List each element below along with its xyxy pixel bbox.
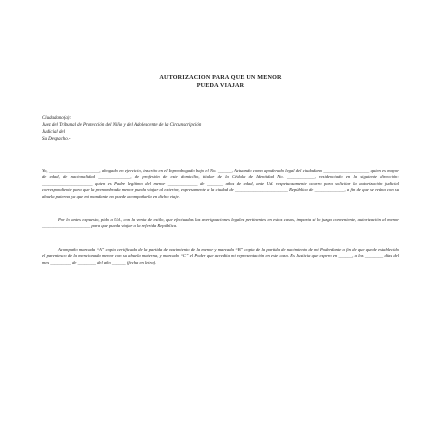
- request-paragraph: Yo, ______________________, abogado en ejercicio, inscrito en el Inpreabogado bajo el No. ______, Actuando como apoderado legal del ciudadano ____________________ quien es mayor de edad, de nacionalidad ______________, de profesión de este domicilio, titular de la Cédula de Identidad No. ____________, residenciado en la siguiente dirección: ______________________ quien es Padre legítimo del menor _____________ de _______ años de edad, ante Ud. respetuosamente ocurro para solicitar la autorización judicial correspondiente para que la prenombrada menor pueda viajar al exterior, expresamente a la ciudad de _______________________ República de _____________, a fin de que se reúna con su abuela paterna ya que mi mandante no puede acompañarla en dicho viaje.: [42, 167, 399, 199]
- addressee-line-3: Su Despacho.-: [42, 136, 71, 142]
- annexes-paragraph: Acompaño marcada “A” copia certificada de la partida de nacimiento de la menor y marcada “B” copia de la partida de nacimiento de mi Poderdante a fin de que quede establecido el parentesco de la mencionada menor con su abuela materna, y marcado “C” el Poder que acredita mi representación en este caso. Es Justicia que espero en ______, a los ________ días del mes _________ de ________ del año ______ (fecha en letra).: [42, 246, 399, 265]
- document-title: [42, 74, 399, 90]
- title-line-1: AUTORIZACION PARA QUE UN MENOR: [159, 75, 282, 81]
- petition-paragraph: Por lo antes expuesto, pido a Ud., con la venia de estilo, que efectuadas las averiguaciones legales pertinentes en estos casos, imparta si lo juzga conveniente, autorización al menor _____________________ para que pueda viajar a la referida República.: [42, 216, 399, 229]
- addressee-block: [42, 116, 399, 144]
- salutation: Ciudadano(a):: [42, 116, 72, 121]
- addressee-line-2: Judicial del: [42, 129, 65, 135]
- addressee-line-1: Juez del Tribunal de Protección del Niño y del Adolescente de la Circunscripción: [42, 122, 202, 128]
- title-line-2: PUEDA VIAJAR: [196, 83, 245, 89]
